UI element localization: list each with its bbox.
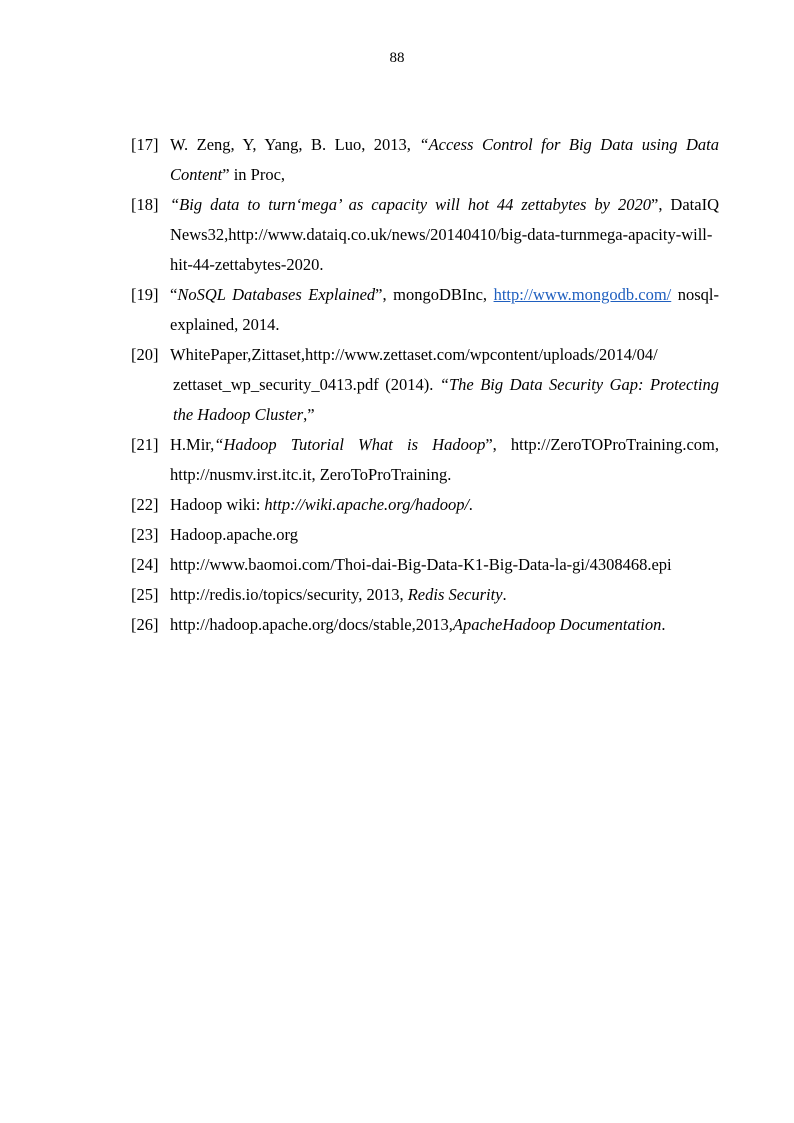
reference-21: [21] H.Mir,“Hadoop Tutorial What is Hadoop”, http://ZeroTOProTraining.com, http://nusmv.irst.itc.it, ZeroToProTraining. <box>131 430 719 490</box>
reference-title: “Hadoop Tutorial What is Hadoop <box>214 435 486 454</box>
reference-19: [19] “NoSQL Databases Explained”, mongoDBInc, http://www.mongodb.com/ nosql-explained, 2014. <box>131 280 719 340</box>
reference-list <box>131 130 719 640</box>
reference-title: ApacheHadoop Documentation <box>452 615 662 634</box>
reference-23: [23] Hadoop.apache.org <box>131 520 719 550</box>
reference-title: NoSQL Databases Explained <box>177 285 376 304</box>
reference-number: [23] <box>131 525 159 544</box>
reference-url: http://wiki.apache.org/hadoop/. <box>264 495 474 514</box>
reference-26: [26] http://hadoop.apache.org/docs/stable,2013,ApacheHadoop Documentation. <box>131 610 719 640</box>
reference-number: [19] <box>131 285 159 304</box>
page-number: 88 <box>389 50 405 66</box>
reference-25: [25] http://redis.io/topics/security, 2013, Redis Security. <box>131 580 719 610</box>
reference-22: [22] Hadoop wiki: http://wiki.apache.org/hadoop/. <box>131 490 719 520</box>
reference-number: [21] <box>131 435 159 454</box>
reference-18: [18] “Big data to turn‘mega’ as capacity will hot 44 zettabytes by 2020”, DataIQ News32,http://www.dataiq.co.uk/news/20140410/big-data-turnmega-apacity-will-hit-44-zettabytes-2020. <box>131 190 719 280</box>
reference-number: [26] <box>131 615 159 634</box>
reference-17: [17] W. Zeng, Y, Yang, B. Luo, 2013, “Access Control for Big Data using Data Content” in Proc, <box>131 130 719 190</box>
mongodb-link[interactable]: http://www.mongodb.com/ <box>493 285 672 304</box>
reference-title: Redis Security <box>407 585 503 604</box>
reference-number: [22] <box>131 495 159 514</box>
reference-title: “Big data to turn‘mega’ as capacity will hot 44 zettabytes by 2020 <box>170 195 651 214</box>
reference-number: [17] <box>131 135 159 154</box>
reference-number: [18] <box>131 195 159 214</box>
reference-20: [20] WhitePaper,Zittaset,http://www.zettaset.com/wpcontent/uploads/2014/04/ zettaset_wp_security_0413.pdf (2014). “The Big Data Security Gap: Protecting the Hadoop Cluster,” <box>131 340 719 430</box>
reference-24: [24] http://www.baomoi.com/Thoi-dai-Big-Data-K1-Big-Data-la-gi/4308468.epi <box>131 550 719 580</box>
reference-title: “Access Control for Big Data using Data Content <box>170 135 719 184</box>
reference-number: [25] <box>131 585 159 604</box>
reference-title: “The Big Data Security Gap: Protecting the Hadoop Cluster <box>173 375 719 424</box>
reference-number: [20] <box>131 345 159 364</box>
reference-number: [24] <box>131 555 159 574</box>
